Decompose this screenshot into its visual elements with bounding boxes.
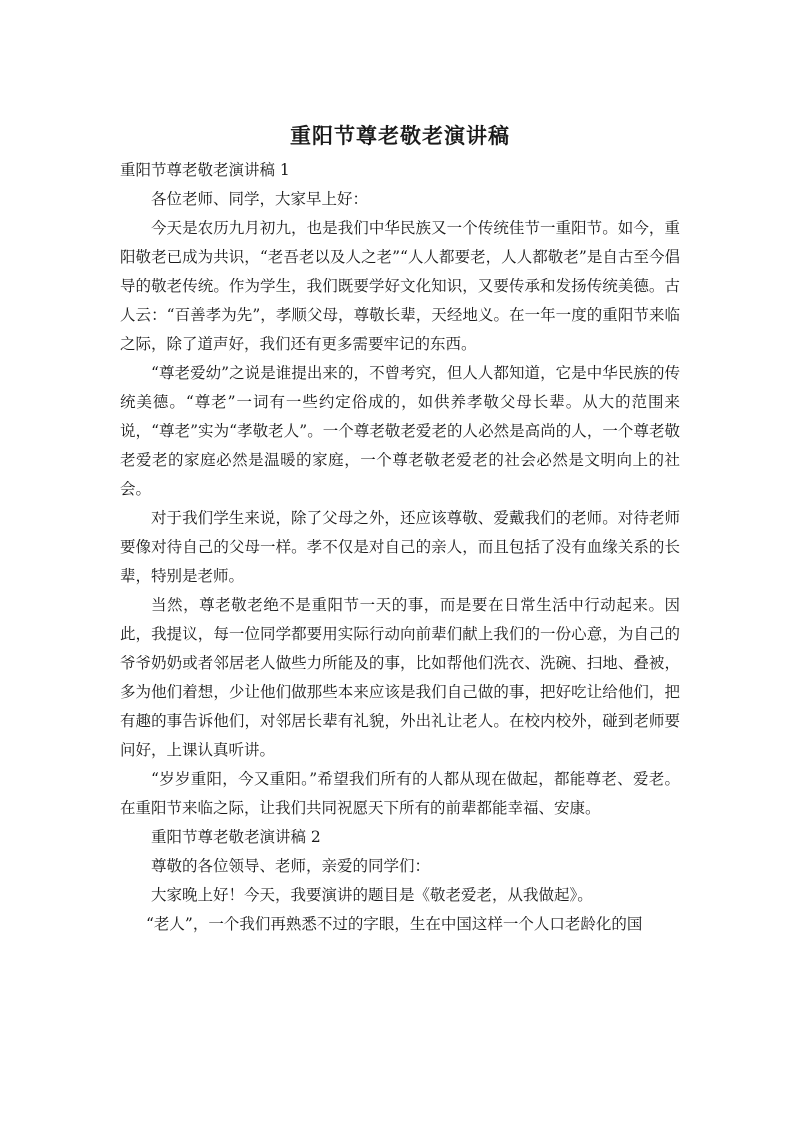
speech-1-heading: 重阳节尊老敬老演讲稿 1	[120, 161, 290, 179]
speech-1-greeting: 各位老师、同学，大家早上好：	[151, 190, 369, 208]
speech-1-paragraph-2: “尊老爱幼”之说是谁提出来的，不曾考究，但人人都知道，它是中华民族的传统美德。“尊老”一词有一些约定俗成的，如供养孝敬父母长辈。从大的范围来说，“尊老”实为“孝敬老人”。一个尊老敬老爱老的人必然是高尚的人，一个尊老敬老爱老的家庭必然是温暖的家庭，一个尊老敬老爱老的社会必然是文明向上的社会。	[120, 364, 680, 498]
document-body	[120, 156, 680, 939]
speech-2-greeting: 尊敬的各位领导、老师，亲爱的同学们：	[151, 857, 431, 875]
speech-2-paragraph-partial: “老人”，一个我们再熟悉不过的字眼，生在中国这样一个人口老龄化的国	[146, 915, 643, 933]
speech-1-paragraph-1: 今天是农历九月初九，也是我们中华民族又一个传统佳节一重阳节。如今，重阳敬老已成为共识，“老吾老以及人之老”“人人都要老，人人都敬老”是自古至今倡导的敬老传统。作为学生，我们既要学好文化知识，又要传承和发扬传统美德。古人云：“百善孝为先”，孝顺父母，尊敬长辈，天经地义。在一年一度的重阳节来临之际，除了道声好，我们还有更多需要牢记的东西。	[120, 219, 680, 353]
speech-1-paragraph-4: 当然，尊老敬老绝不是重阳节一天的事，而是要在日常生活中行动起来。因此，我提议，每一位同学都要用实际行动向前辈们献上我们的一份心意，为自己的爷爷奶奶或者邻居老人做些力所能及的事，比如帮他们洗衣、洗碗、扫地、叠被，多为他们着想，少让他们做那些本来应该是我们自己做的事，把好吃让给他们，把有趣的事告诉他们，对邻居长辈有礼貌，外出礼让老人。在校内校外，碰到老师要问好，上课认真听讲。	[120, 596, 680, 759]
speech-1-paragraph-3: 对于我们学生来说，除了父母之外，还应该尊敬、爱戴我们的老师。对待老师要像对待自己的父母一样。孝不仅是对自己的亲人，而且包括了没有血缘关系的长辈，特别是老师。	[120, 509, 680, 585]
speech-2-opening: 大家晚上好！今天，我要演讲的题目是《敬老爱老，从我做起》。	[151, 886, 593, 904]
document-title: 重阳节尊老敬老演讲稿	[290, 124, 510, 148]
speech-1-paragraph-5: “岁岁重阳，今又重阳。”希望我们所有的人都从现在做起，都能尊老、爱老。在重阳节来临之际，让我们共同祝愿天下所有的前辈都能幸福、安康。	[120, 770, 680, 817]
speech-2-heading: 重阳节尊老敬老演讲稿 2	[151, 828, 321, 846]
